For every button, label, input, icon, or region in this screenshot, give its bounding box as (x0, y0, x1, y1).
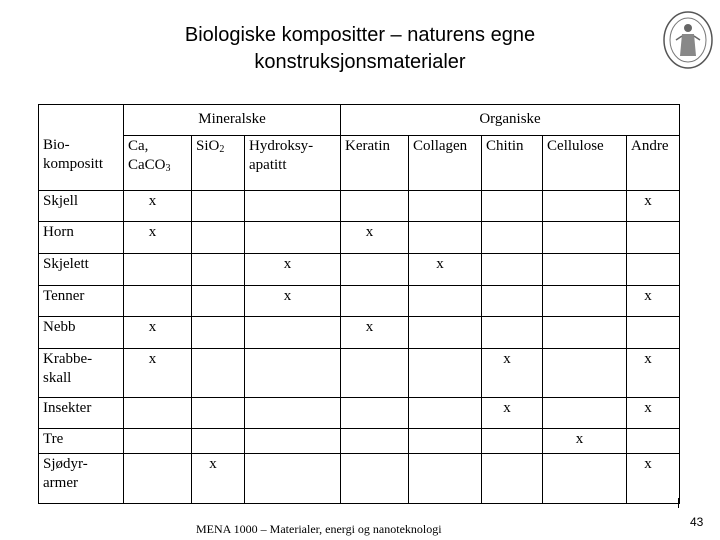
row-label: Sjødyr- armer (39, 453, 124, 503)
cell-and: x (627, 285, 680, 317)
cell-and: x (627, 397, 680, 429)
cell-and (627, 429, 680, 453)
cell-cel (543, 348, 627, 397)
cell-col (409, 285, 482, 317)
cell-sio: x (192, 453, 245, 503)
cell-chi (482, 453, 543, 503)
cell-col (409, 190, 482, 222)
organic-group-header: Organiske (341, 105, 680, 136)
other-column-header: Andre (627, 135, 680, 190)
cell-ca (124, 397, 192, 429)
mineral-group-header: Mineralske (124, 105, 341, 136)
cell-cel (543, 397, 627, 429)
cell-ca (124, 253, 192, 285)
cell-ca (124, 429, 192, 453)
sio2-column-header: SiO$_2$ (192, 135, 245, 190)
cell-hyd: x (245, 253, 341, 285)
table-row (39, 317, 680, 349)
collagen-column-header: Collagen (409, 135, 482, 190)
row-label: Nebb (39, 317, 124, 349)
cell-hyd (245, 397, 341, 429)
table-row (39, 397, 680, 429)
cell-hyd: x (245, 285, 341, 317)
cell-sio (192, 317, 245, 349)
cell-sio (192, 348, 245, 397)
table-row (39, 285, 680, 317)
row-label: Skjelett (39, 253, 124, 285)
cell-and (627, 317, 680, 349)
bio-column-header: Bio- kompositt (39, 135, 124, 190)
cell-col (409, 317, 482, 349)
cell-ker (341, 253, 409, 285)
corner-cell (39, 105, 124, 136)
cell-ker (341, 453, 409, 503)
table-row (39, 222, 680, 254)
cell-and (627, 253, 680, 285)
cell-ker (341, 348, 409, 397)
cell-cel (543, 190, 627, 222)
cell-ker (341, 190, 409, 222)
cell-chi (482, 317, 543, 349)
cell-chi (482, 429, 543, 453)
cell-sio (192, 429, 245, 453)
cell-chi: x (482, 348, 543, 397)
cell-cel (543, 253, 627, 285)
hydroxyapatite-column-header: Hydroksy- apatitt (245, 135, 341, 190)
keratin-column-header: Keratin (341, 135, 409, 190)
cell-cel (543, 453, 627, 503)
cell-and: x (627, 348, 680, 397)
cell-ker (341, 429, 409, 453)
cell-chi (482, 190, 543, 222)
group-header-row (39, 105, 680, 136)
row-label: Insekter (39, 397, 124, 429)
cell-ker (341, 285, 409, 317)
table-row (39, 190, 680, 222)
cell-hyd (245, 317, 341, 349)
cell-ca: x (124, 190, 192, 222)
row-label: Tre (39, 429, 124, 453)
row-label: Skjell (39, 190, 124, 222)
university-seal-logo (662, 10, 714, 70)
cell-ca: x (124, 222, 192, 254)
cell-chi (482, 253, 543, 285)
cell-ca (124, 285, 192, 317)
table-row (39, 253, 680, 285)
title-line-1: Biologiske kompositter – naturens egne (184, 24, 536, 46)
cell-col (409, 348, 482, 397)
row-label: Tenner (39, 285, 124, 317)
table-row (39, 453, 680, 503)
cell-hyd (245, 453, 341, 503)
cell-cel (543, 285, 627, 317)
cell-hyd (245, 429, 341, 453)
cell-sio (192, 397, 245, 429)
cell-ca (124, 453, 192, 503)
cellulose-column-header: Cellulose (543, 135, 627, 190)
cell-col: x (409, 253, 482, 285)
ca-column-header: Ca, CaCO$_3$ (124, 135, 192, 190)
cell-sio (192, 190, 245, 222)
cell-col (409, 453, 482, 503)
page-number: 43 (690, 515, 704, 529)
cell-hyd (245, 222, 341, 254)
cell-ker: x (341, 317, 409, 349)
cell-ca: x (124, 348, 192, 397)
cell-col (409, 429, 482, 453)
chitin-column-header: Chitin (482, 135, 543, 190)
table-row (39, 429, 680, 453)
cell-hyd (245, 348, 341, 397)
table-row (39, 348, 680, 397)
cell-cel (543, 222, 627, 254)
cell-chi: x (482, 397, 543, 429)
cell-ker (341, 397, 409, 429)
column-header-row (39, 135, 680, 190)
title-line-2: konstruksjonsmaterialer (254, 51, 466, 73)
composites-table (38, 104, 680, 504)
frame-edge (678, 498, 679, 508)
cell-hyd (245, 190, 341, 222)
slide-title (100, 22, 620, 76)
cell-and (627, 222, 680, 254)
cell-and: x (627, 190, 680, 222)
slide-footer: MENA 1000 – Materialer, energi og nanoteknologi (196, 522, 442, 536)
cell-and: x (627, 453, 680, 503)
cell-col (409, 397, 482, 429)
cell-chi (482, 222, 543, 254)
cell-sio (192, 285, 245, 317)
row-label: Horn (39, 222, 124, 254)
cell-col (409, 222, 482, 254)
cell-sio (192, 253, 245, 285)
cell-cel (543, 317, 627, 349)
cell-cel: x (543, 429, 627, 453)
row-label: Krabbe- skall (39, 348, 124, 397)
cell-chi (482, 285, 543, 317)
cell-ca: x (124, 317, 192, 349)
cell-sio (192, 222, 245, 254)
cell-ker: x (341, 222, 409, 254)
